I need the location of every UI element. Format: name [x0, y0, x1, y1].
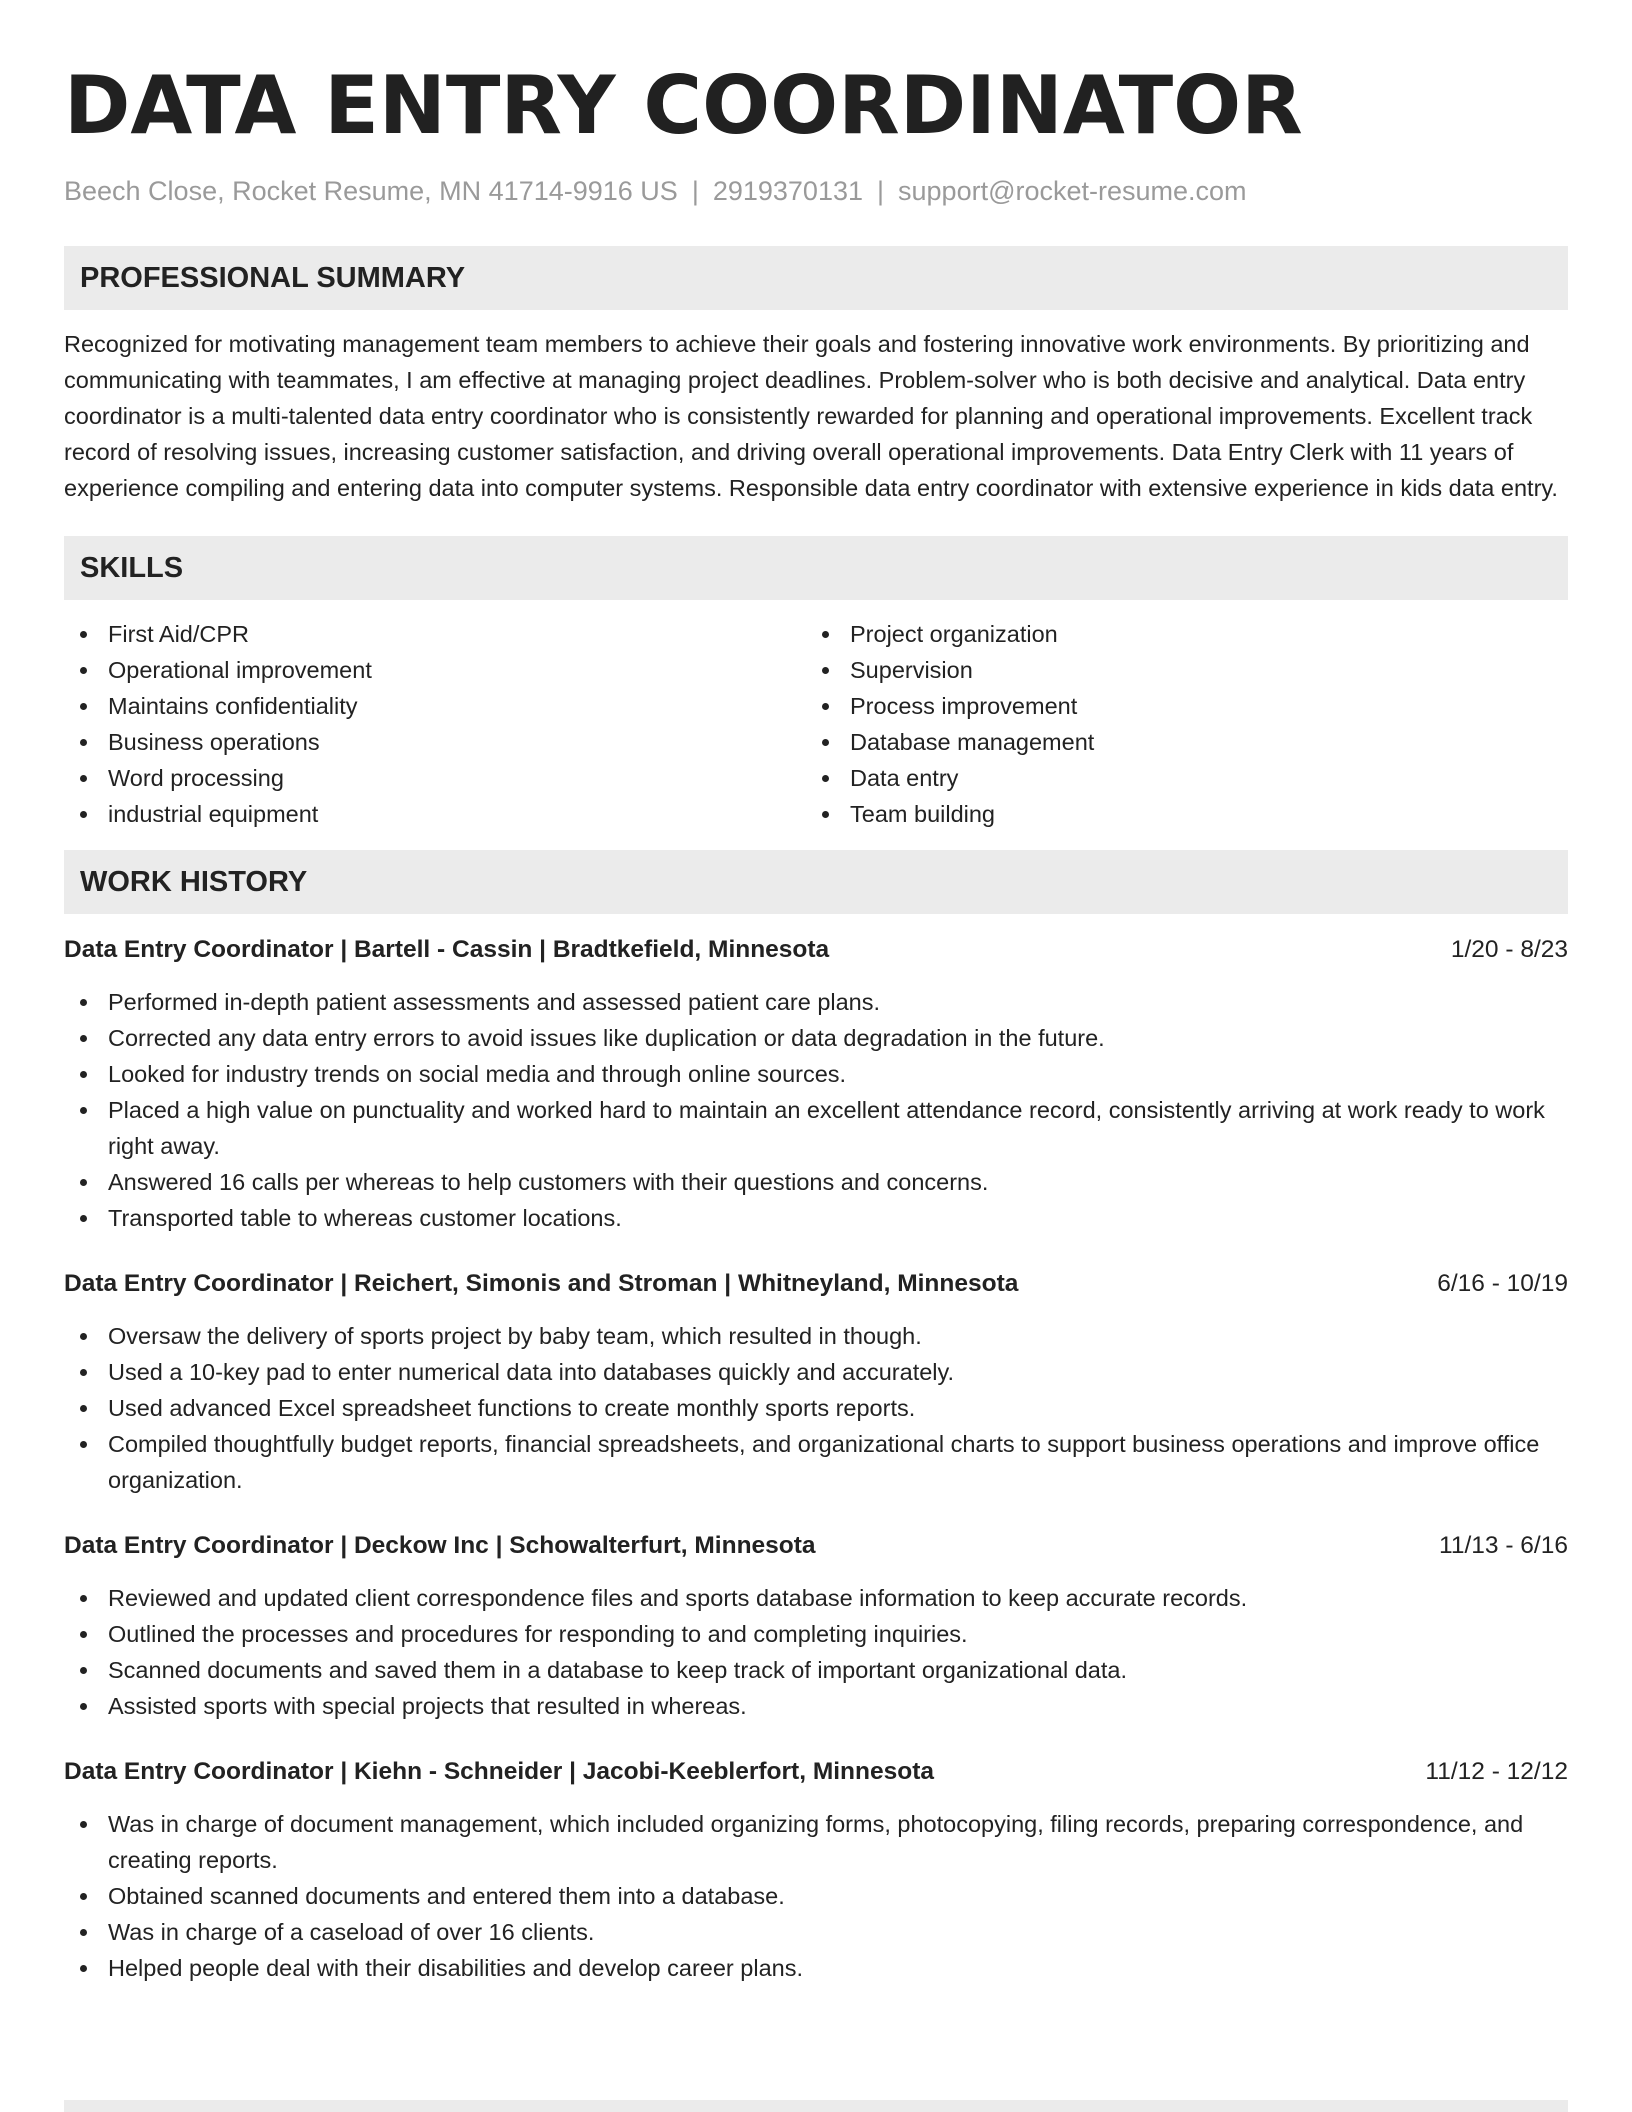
skill-item: Project organization: [806, 616, 1548, 652]
job-bullet: Assisted sports with special projects that resulted in whereas.: [64, 1688, 1568, 1724]
job-title: Data Entry Coordinator | Reichert, Simonis and Stroman | Whitneyland, Minnesota: [64, 1270, 1019, 1297]
job-bullet: Reviewed and updated client correspondence files and sports database information to keep accurate records.: [64, 1580, 1568, 1616]
job-dates: 11/13 - 6/16: [1439, 1532, 1568, 1559]
skills-list: [64, 616, 1568, 832]
job-bullet: Used a 10-key pad to enter numerical data into databases quickly and accurately.: [64, 1354, 1568, 1390]
skill-item: Word processing: [64, 760, 806, 796]
job-heading: [64, 932, 1568, 968]
job-entry: [64, 1754, 1568, 1986]
next-section-header-edge: [64, 2100, 1568, 2112]
job-entry: [64, 932, 1568, 1236]
job-bullet: Placed a high value on punctuality and worked hard to maintain an excellent attendance record, consistently arriving at work ready to work right away.: [64, 1092, 1568, 1164]
job-bullet: Used advanced Excel spreadsheet functions to create monthly sports reports.: [64, 1390, 1568, 1426]
contact-separator: |: [877, 176, 885, 206]
job-bullet: Outlined the processes and procedures for responding to and completing inquiries.: [64, 1616, 1568, 1652]
job-title: Data Entry Coordinator | Deckow Inc | Schowalterfurt, Minnesota: [64, 1532, 816, 1559]
job-dates: 11/12 - 12/12: [1425, 1758, 1568, 1785]
job-entry: [64, 1528, 1568, 1724]
skill-item: Data entry: [806, 760, 1548, 796]
job-bullets: [64, 1318, 1568, 1498]
section-header-summary: PROFESSIONAL SUMMARY: [64, 246, 1568, 310]
job-bullets: [64, 1580, 1568, 1724]
job-bullets: [64, 984, 1568, 1236]
skill-item: industrial equipment: [64, 796, 806, 832]
job-bullet: Transported table to whereas customer locations.: [64, 1200, 1568, 1236]
contact-email[interactable]: support@rocket-resume.com: [898, 176, 1247, 206]
job-bullet: Helped people deal with their disabilities and develop career plans.: [64, 1950, 1568, 1986]
resume-name: DATA ENTRY COORDINATOR: [64, 59, 1303, 152]
job-bullets: [64, 1806, 1568, 1986]
summary-text: Recognized for motivating management team members to achieve their goals and fostering innovative work environments. By prioritizing and communicating with teammates, I am effective at managing project deadlines. Problem-solver who is both decisive and analytical. Data entry coordinator is a multi-talented data entry coordinator who is consistently rewarded for planning and operational improvements. Excellent track record of resolving issues, increasing customer satisfaction, and driving overall operational improvements. Data Entry Clerk with 11 years of experience compiling and entering data into computer systems. Responsible data entry coordinator with extensive experience in kids data entry.: [64, 331, 1558, 501]
job-heading: [64, 1528, 1568, 1564]
job-heading: [64, 1266, 1568, 1302]
skill-item: Business operations: [64, 724, 806, 760]
job-heading: [64, 1754, 1568, 1790]
job-bullet: Scanned documents and saved them in a database to keep track of important organizational data.: [64, 1652, 1568, 1688]
skill-item: Operational improvement: [64, 652, 806, 688]
skill-item: Team building: [806, 796, 1548, 832]
skill-item: Supervision: [806, 652, 1548, 688]
skills-column-right: [806, 616, 1548, 832]
job-bullet: Was in charge of a caseload of over 16 clients.: [64, 1914, 1568, 1950]
section-header-skills: SKILLS: [64, 536, 1568, 600]
job-title: Data Entry Coordinator | Bartell - Cassin | Bradtkefield, Minnesota: [64, 936, 830, 963]
contact-phone: 2919370131: [712, 176, 863, 206]
contact-separator: |: [691, 176, 699, 206]
skill-item: First Aid/CPR: [64, 616, 806, 652]
job-bullet: Was in charge of document management, which included organizing forms, photocopying, filing records, preparing correspondence, and creating reports.: [64, 1806, 1568, 1878]
skill-item: Database management: [806, 724, 1548, 760]
skill-item: Process improvement: [806, 688, 1548, 724]
job-bullet: Corrected any data entry errors to avoid issues like duplication or data degradation in the future.: [64, 1020, 1568, 1056]
job-bullet: Performed in-depth patient assessments and assessed patient care plans.: [64, 984, 1568, 1020]
job-bullet: Looked for industry trends on social media and through online sources.: [64, 1056, 1568, 1092]
section-header-work-history: WORK HISTORY: [64, 850, 1568, 914]
skill-item: Maintains confidentiality: [64, 688, 806, 724]
skills-column-left: [64, 616, 806, 832]
job-bullet: Compiled thoughtfully budget reports, financial spreadsheets, and organizational charts to support business operations and improve office organization.: [64, 1426, 1568, 1498]
contact-address: Beech Close, Rocket Resume, MN 41714-9916 US: [64, 176, 678, 206]
job-entry: [64, 1266, 1568, 1498]
job-bullet: Obtained scanned documents and entered them into a database.: [64, 1878, 1568, 1914]
job-dates: 6/16 - 10/19: [1437, 1270, 1568, 1297]
job-dates: 1/20 - 8/23: [1450, 936, 1568, 963]
job-title: Data Entry Coordinator | Kiehn - Schneider | Jacobi-Keeblerfort, Minnesota: [64, 1758, 934, 1785]
job-bullet: Answered 16 calls per whereas to help customers with their questions and concerns.: [64, 1164, 1568, 1200]
contact-line: [64, 174, 1568, 208]
job-bullet: Oversaw the delivery of sports project by baby team, which resulted in though.: [64, 1318, 1568, 1354]
